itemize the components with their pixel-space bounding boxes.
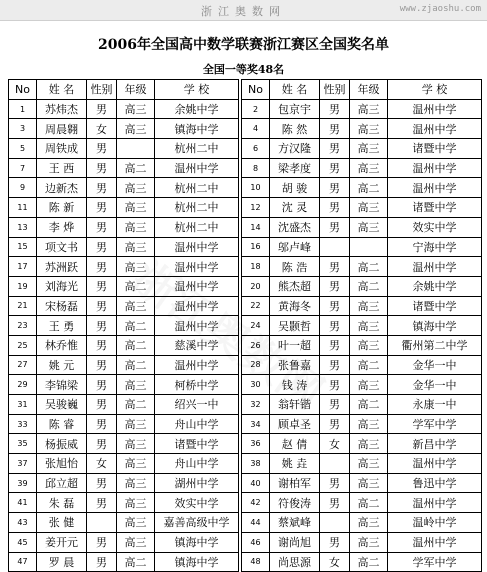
cell-school: 舟山中学 [155,454,239,474]
cell-no: 8 [242,158,270,178]
cell-name: 熊杰超 [270,276,320,296]
cell-no: 31 [9,395,37,415]
cell-school: 温州中学 [388,158,482,178]
cell-gender [87,513,117,533]
cell-name: 宋杨磊 [37,296,87,316]
cell-grade: 高三 [117,217,155,237]
table-row [9,296,482,316]
cell-name: 叶一超 [270,335,320,355]
cell-grade: 高三 [117,198,155,218]
cell-gender: 男 [87,296,117,316]
cell-gender [320,454,350,474]
cell-grade [117,139,155,159]
cell-school: 镇海中学 [155,532,239,552]
cell-name: 姚 垚 [270,454,320,474]
cell-name: 苏炜杰 [37,99,87,119]
cell-no: 32 [242,395,270,415]
cell-grade: 高二 [117,276,155,296]
cell-grade: 高三 [117,414,155,434]
cell-school: 学军中学 [388,414,482,434]
site-name: 浙江奥数网 [201,5,286,18]
cell-no: 34 [242,414,270,434]
cell-grade: 高三 [350,434,388,454]
cell-school: 舟山中学 [155,414,239,434]
cell-name: 蔡斌峰 [270,513,320,533]
page-subtitle: 全国一等奖48名 [202,63,285,76]
cell-school: 镇海中学 [388,316,482,336]
cell-gender: 男 [320,473,350,493]
cell-grade: 高二 [117,552,155,572]
header-no: No [9,80,37,100]
cell-name: 刘海光 [37,276,87,296]
cell-school: 学军中学 [388,552,482,572]
cell-gender: 男 [87,414,117,434]
table-row [9,316,482,336]
cell-no: 16 [242,237,270,257]
cell-grade: 高三 [117,237,155,257]
cell-name: 林乔惟 [37,335,87,355]
cell-grade: 高二 [350,552,388,572]
cell-name: 沈 灵 [270,198,320,218]
cell-school: 诸暨中学 [388,198,482,218]
cell-grade: 高三 [350,454,388,474]
cell-grade: 高二 [350,355,388,375]
cell-no: 13 [9,217,37,237]
cell-gender: 男 [320,375,350,395]
cell-gender [320,237,350,257]
cell-gender: 男 [320,335,350,355]
cell-name: 吴骏巍 [37,395,87,415]
cell-gender: 男 [87,198,117,218]
table-row [9,158,482,178]
cell-gender: 男 [87,375,117,395]
cell-name: 王 勇 [37,316,87,336]
cell-no: 42 [242,493,270,513]
cell-name: 罗 晨 [37,552,87,572]
cell-no: 23 [9,316,37,336]
cell-no: 39 [9,473,37,493]
cell-gender: 男 [320,178,350,198]
cell-grade: 高三 [350,158,388,178]
cell-grade [350,237,388,257]
cell-name: 周铁成 [37,139,87,159]
table-row [9,434,482,454]
cell-no: 7 [9,158,37,178]
cell-gender: 男 [320,99,350,119]
cell-grade: 高二 [117,335,155,355]
cell-name: 陈 新 [37,198,87,218]
cell-name: 张鲁嘉 [270,355,320,375]
cell-school: 温州中学 [155,296,239,316]
table-row [9,395,482,415]
cell-grade: 高三 [117,178,155,198]
cell-no: 43 [9,513,37,533]
cell-no: 45 [9,532,37,552]
cell-grade: 高二 [117,316,155,336]
cell-school: 杭州二中 [155,198,239,218]
cell-gender: 男 [87,99,117,119]
cell-name: 边新杰 [37,178,87,198]
cell-grade: 高三 [350,198,388,218]
cell-school: 杭州二中 [155,139,239,159]
table-row [9,335,482,355]
cell-name: 张旭怡 [37,454,87,474]
cell-gender: 男 [320,355,350,375]
cell-gender: 男 [320,493,350,513]
table-row [9,276,482,296]
cell-gender: 男 [87,395,117,415]
table-row [9,532,482,552]
cell-name: 赵 倩 [270,434,320,454]
cell-gender: 男 [87,473,117,493]
table-row [9,355,482,375]
cell-school: 余姚中学 [388,276,482,296]
cell-no: 30 [242,375,270,395]
cell-grade: 高三 [117,473,155,493]
cell-school: 衢州第二中学 [388,335,482,355]
cell-gender: 女 [87,119,117,139]
cell-gender: 男 [87,217,117,237]
cell-school: 绍兴一中 [155,395,239,415]
header-school: 学 校 [155,80,239,100]
cell-no: 40 [242,473,270,493]
cell-grade: 高二 [350,493,388,513]
cell-grade: 高二 [117,395,155,415]
cell-grade: 高三 [117,454,155,474]
cell-gender: 男 [87,493,117,513]
cell-gender: 男 [87,237,117,257]
cell-gender: 男 [87,335,117,355]
cell-no: 29 [9,375,37,395]
site-url[interactable]: www.zjaoshu.com [399,4,481,14]
cell-school: 温州中学 [155,257,239,277]
cell-gender: 男 [320,119,350,139]
cell-school: 慈溪中学 [155,335,239,355]
table-row [9,139,482,159]
cell-grade: 高二 [350,178,388,198]
header-name: 姓 名 [270,80,320,100]
cell-name: 邬卢峰 [270,237,320,257]
cell-no: 22 [242,296,270,316]
cell-grade: 高三 [350,375,388,395]
cell-no: 47 [9,552,37,572]
cell-no: 36 [242,434,270,454]
cell-school: 温州中学 [155,355,239,375]
cell-gender: 男 [87,139,117,159]
cell-no: 48 [242,552,270,572]
cell-school: 新昌中学 [388,434,482,454]
cell-grade: 高三 [117,99,155,119]
cell-school: 杭州二中 [155,217,239,237]
cell-school: 温州中学 [388,178,482,198]
cell-grade: 高三 [350,513,388,533]
cell-no: 18 [242,257,270,277]
cell-no: 15 [9,237,37,257]
cell-no: 41 [9,493,37,513]
table-row [9,99,482,119]
cell-school: 温州中学 [388,257,482,277]
header-name: 姓 名 [37,80,87,100]
cell-school: 诸暨中学 [155,434,239,454]
cell-gender: 男 [87,178,117,198]
cell-school: 金华一中 [388,375,482,395]
cell-gender: 男 [87,532,117,552]
cell-gender: 女 [320,434,350,454]
header-no: No [242,80,270,100]
cell-school: 湖州中学 [155,473,239,493]
cell-gender: 男 [320,296,350,316]
cell-school: 诸暨中学 [388,139,482,159]
table-row [9,552,482,572]
cell-school: 诸暨中学 [388,296,482,316]
cell-gender: 女 [87,454,117,474]
cell-school: 杭州二中 [155,178,239,198]
cell-name: 黄海冬 [270,296,320,316]
cell-gender: 男 [87,158,117,178]
cell-name: 李锦梁 [37,375,87,395]
cell-gender: 男 [320,217,350,237]
cell-school: 温州中学 [388,99,482,119]
cell-no: 46 [242,532,270,552]
table-row [9,198,482,218]
cell-grade: 高三 [350,335,388,355]
cell-no: 6 [242,139,270,159]
cell-no: 37 [9,454,37,474]
cell-name: 陈 睿 [37,414,87,434]
cell-gender: 男 [320,395,350,415]
cell-school: 温州中学 [155,237,239,257]
cell-gender: 男 [320,532,350,552]
cell-school: 温州中学 [388,454,482,474]
cell-name: 陈 浩 [270,257,320,277]
cell-grade: 高二 [350,276,388,296]
cell-name: 钱 涛 [270,375,320,395]
cell-gender: 男 [320,414,350,434]
cell-grade: 高三 [350,217,388,237]
table-row [9,178,482,198]
cell-school: 温州中学 [155,158,239,178]
cell-grade: 高三 [350,316,388,336]
cell-grade: 高三 [117,513,155,533]
cell-school: 嘉善高级中学 [155,513,239,533]
cell-no: 26 [242,335,270,355]
table-row [9,375,482,395]
cell-name: 陈 然 [270,119,320,139]
cell-grade: 高三 [350,296,388,316]
cell-name: 翁轩锴 [270,395,320,415]
table-row [9,414,482,434]
cell-no: 10 [242,178,270,198]
cell-school: 永康一中 [388,395,482,415]
cell-school: 余姚中学 [155,99,239,119]
cell-gender [320,513,350,533]
cell-grade: 高二 [350,257,388,277]
cell-school: 镇海中学 [155,119,239,139]
cell-name: 姜开元 [37,532,87,552]
cell-gender: 男 [320,139,350,159]
cell-gender: 男 [87,276,117,296]
cell-school: 效实中学 [155,493,239,513]
cell-grade: 高三 [350,473,388,493]
cell-gender: 男 [87,257,117,277]
cell-name: 苏洲跃 [37,257,87,277]
cell-school: 温州中学 [155,276,239,296]
cell-school: 温州中学 [388,493,482,513]
cell-gender: 男 [320,158,350,178]
cell-grade: 高三 [117,375,155,395]
cell-grade: 高三 [117,434,155,454]
cell-grade: 高三 [117,532,155,552]
cell-grade: 高三 [350,139,388,159]
cell-no: 9 [9,178,37,198]
cell-no: 35 [9,434,37,454]
cell-grade: 高三 [117,493,155,513]
cell-school: 温岭中学 [388,513,482,533]
cell-gender: 男 [320,276,350,296]
cell-grade: 高三 [350,532,388,552]
cell-school: 鲁迅中学 [388,473,482,493]
cell-grade: 高三 [350,119,388,139]
cell-name: 符俊涛 [270,493,320,513]
cell-no: 5 [9,139,37,159]
table-row [9,493,482,513]
cell-no: 12 [242,198,270,218]
cell-name: 姚 元 [37,355,87,375]
cell-name: 梁孝度 [270,158,320,178]
cell-gender: 男 [320,257,350,277]
cell-grade: 高二 [350,395,388,415]
cell-name: 王 西 [37,158,87,178]
cell-name: 沈盛杰 [270,217,320,237]
table-row [9,237,482,257]
cell-gender: 男 [87,552,117,572]
table-row [9,217,482,237]
cell-school: 效实中学 [388,217,482,237]
cell-no: 28 [242,355,270,375]
cell-name: 吴颢哲 [270,316,320,336]
table-body [9,99,482,572]
header-gender: 性别 [320,80,350,100]
cell-gender: 男 [87,355,117,375]
table-row [9,119,482,139]
cell-grade: 高三 [350,414,388,434]
header-school: 学 校 [388,80,482,100]
cell-no: 20 [242,276,270,296]
cell-name: 方汉隆 [270,139,320,159]
cell-grade: 高三 [117,296,155,316]
page-title: 2006年全国高中数学联赛浙江赛区全国奖名单 [98,37,389,53]
cell-name: 李 烨 [37,217,87,237]
cell-no: 19 [9,276,37,296]
header-grade: 年级 [350,80,388,100]
site-header-bar [0,0,487,21]
cell-school: 宁海中学 [388,237,482,257]
cell-school: 柯桥中学 [155,375,239,395]
header-gender: 性别 [87,80,117,100]
table-header-row [9,80,482,100]
cell-no: 14 [242,217,270,237]
cell-grade: 高三 [117,257,155,277]
cell-name: 周晨翱 [37,119,87,139]
cell-name: 邱立超 [37,473,87,493]
cell-grade: 高二 [117,158,155,178]
cell-school: 镇海中学 [155,552,239,572]
cell-name: 尚思源 [270,552,320,572]
cell-school: 温州中学 [155,316,239,336]
cell-no: 24 [242,316,270,336]
cell-gender: 男 [320,198,350,218]
cell-no: 2 [242,99,270,119]
cell-no: 3 [9,119,37,139]
cell-name: 杨振威 [37,434,87,454]
cell-gender: 男 [320,316,350,336]
cell-name: 胡 骏 [270,178,320,198]
cell-no: 21 [9,296,37,316]
cell-school: 温州中学 [388,532,482,552]
cell-name: 张 健 [37,513,87,533]
cell-no: 11 [9,198,37,218]
cell-name: 谢柏军 [270,473,320,493]
table-row [9,473,482,493]
cell-grade: 高三 [350,99,388,119]
cell-no: 27 [9,355,37,375]
cell-no: 1 [9,99,37,119]
cell-school: 金华一中 [388,355,482,375]
cell-gender: 男 [87,316,117,336]
cell-no: 44 [242,513,270,533]
cell-no: 38 [242,454,270,474]
cell-no: 4 [242,119,270,139]
header-grade: 年级 [117,80,155,100]
cell-gender: 男 [87,434,117,454]
cell-no: 17 [9,257,37,277]
cell-gender: 女 [320,552,350,572]
table-row [9,454,482,474]
cell-name: 顾卓圣 [270,414,320,434]
cell-name: 朱 磊 [37,493,87,513]
table-row [9,513,482,533]
cell-no: 25 [9,335,37,355]
cell-name: 包京宇 [270,99,320,119]
table-row [9,257,482,277]
cell-school: 温州中学 [388,119,482,139]
cell-no: 33 [9,414,37,434]
award-table [8,79,482,572]
cell-name: 项文书 [37,237,87,257]
cell-grade: 高三 [117,119,155,139]
cell-grade: 高二 [117,355,155,375]
cell-name: 谢尚旭 [270,532,320,552]
